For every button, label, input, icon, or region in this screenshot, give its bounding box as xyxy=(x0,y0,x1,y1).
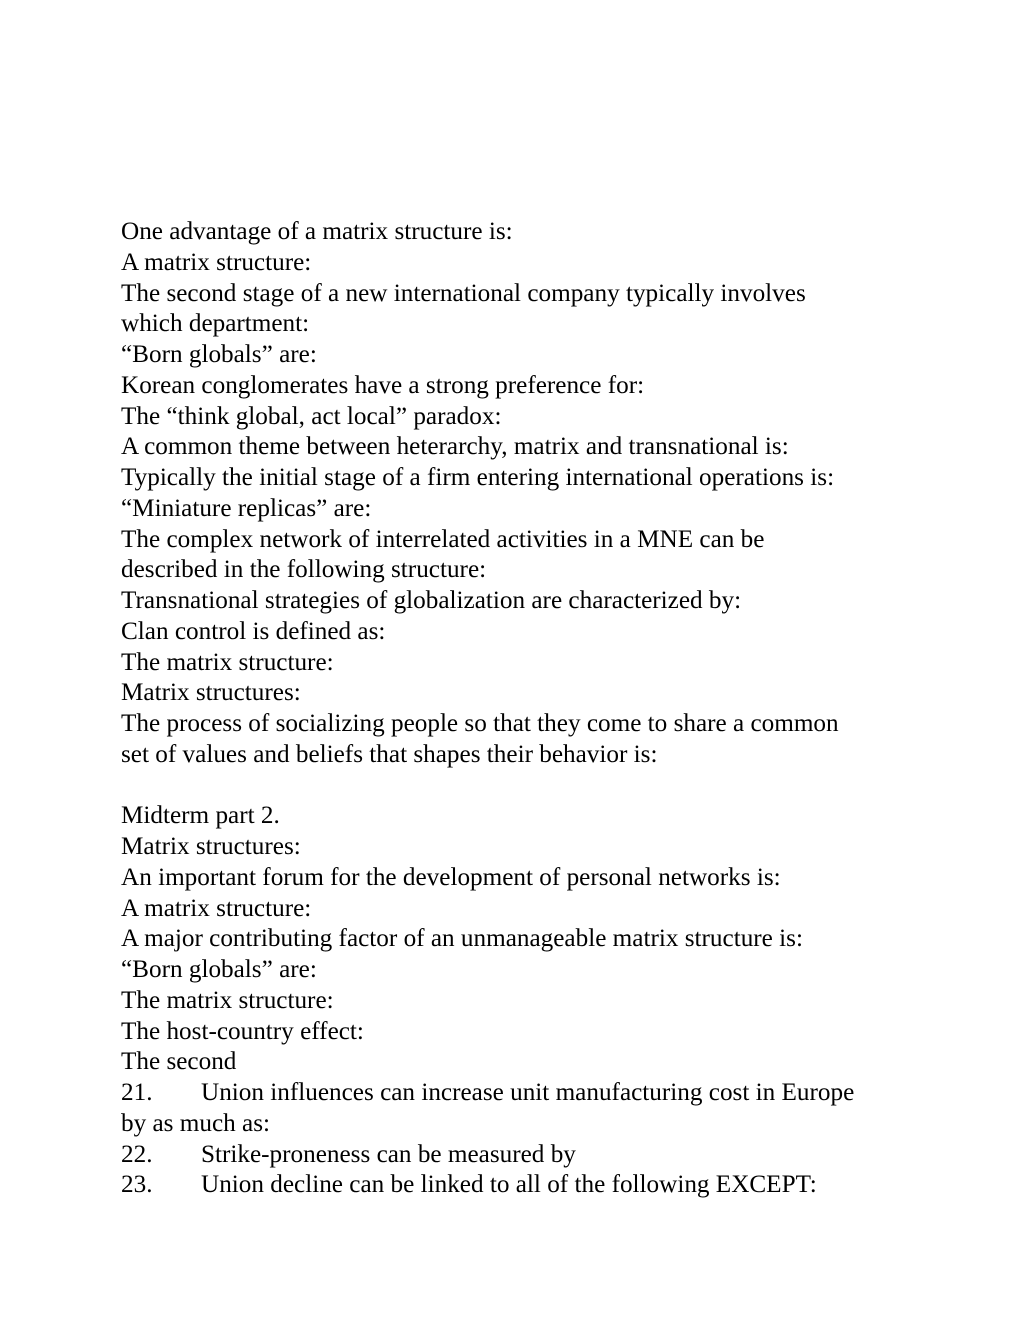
question-line: Matrix structures: xyxy=(121,679,301,707)
question-line: A major contributing factor of an unmanageable matrix structure is: xyxy=(121,925,803,953)
question-line: The second xyxy=(121,1048,237,1076)
question-continuation: by as much as: xyxy=(121,1109,270,1137)
question-line: The host-country effect: xyxy=(121,1017,364,1045)
question-line: An important forum for the development of personal networks is: xyxy=(121,863,781,891)
question-line: A matrix structure: xyxy=(121,248,312,276)
question-line: Matrix structures: xyxy=(121,833,301,860)
question-line: which department: xyxy=(121,310,310,338)
numbered-question-21 xyxy=(121,1078,911,1109)
numbered-question-22 xyxy=(121,1140,911,1171)
question-line: “Miniature replicas” are: xyxy=(121,494,372,522)
question-line: The matrix structure: xyxy=(121,986,334,1014)
question-line: The complex network of interrelated activities in a MNE can be xyxy=(121,525,765,553)
blank-line xyxy=(121,771,911,802)
question-text: Union influences can increase unit manufacturing cost in Europe xyxy=(201,1079,855,1106)
question-number: 21. xyxy=(121,1079,153,1106)
question-line: A common theme between heterarchy, matrix and transnational is: xyxy=(121,433,789,461)
question-text: Strike-proneness can be measured by xyxy=(201,1140,576,1168)
question-text: Union decline can be linked to all of the following EXCEPT: xyxy=(201,1171,817,1199)
question-line: One advantage of a matrix structure is: xyxy=(121,218,513,245)
question-line: Clan control is defined as: xyxy=(121,617,386,645)
question-line: Transnational strategies of globalization are characterized by: xyxy=(121,587,742,614)
section-heading: Midterm part 2. xyxy=(121,802,280,830)
numbered-question-23 xyxy=(121,1170,911,1201)
question-line: Korean conglomerates have a strong preference for: xyxy=(121,371,645,399)
question-line: “Born globals” are: xyxy=(121,341,317,368)
question-line: The process of socializing people so that they come to share a common xyxy=(121,710,839,737)
question-line: set of values and beliefs that shapes their behavior is: xyxy=(121,740,658,768)
document-body xyxy=(121,217,911,1201)
question-line: The “think global, act local” paradox: xyxy=(121,402,502,430)
question-number: 23. xyxy=(121,1171,153,1199)
question-line: “Born globals” are: xyxy=(121,956,317,983)
question-line: The second stage of a new international company typically involves xyxy=(121,279,806,307)
question-line: A matrix structure: xyxy=(121,894,312,922)
question-line: described in the following structure: xyxy=(121,556,487,584)
question-number: 22. xyxy=(121,1140,153,1168)
question-line: Typically the initial stage of a firm entering international operations is: xyxy=(121,464,835,491)
question-line: The matrix structure: xyxy=(121,648,334,676)
